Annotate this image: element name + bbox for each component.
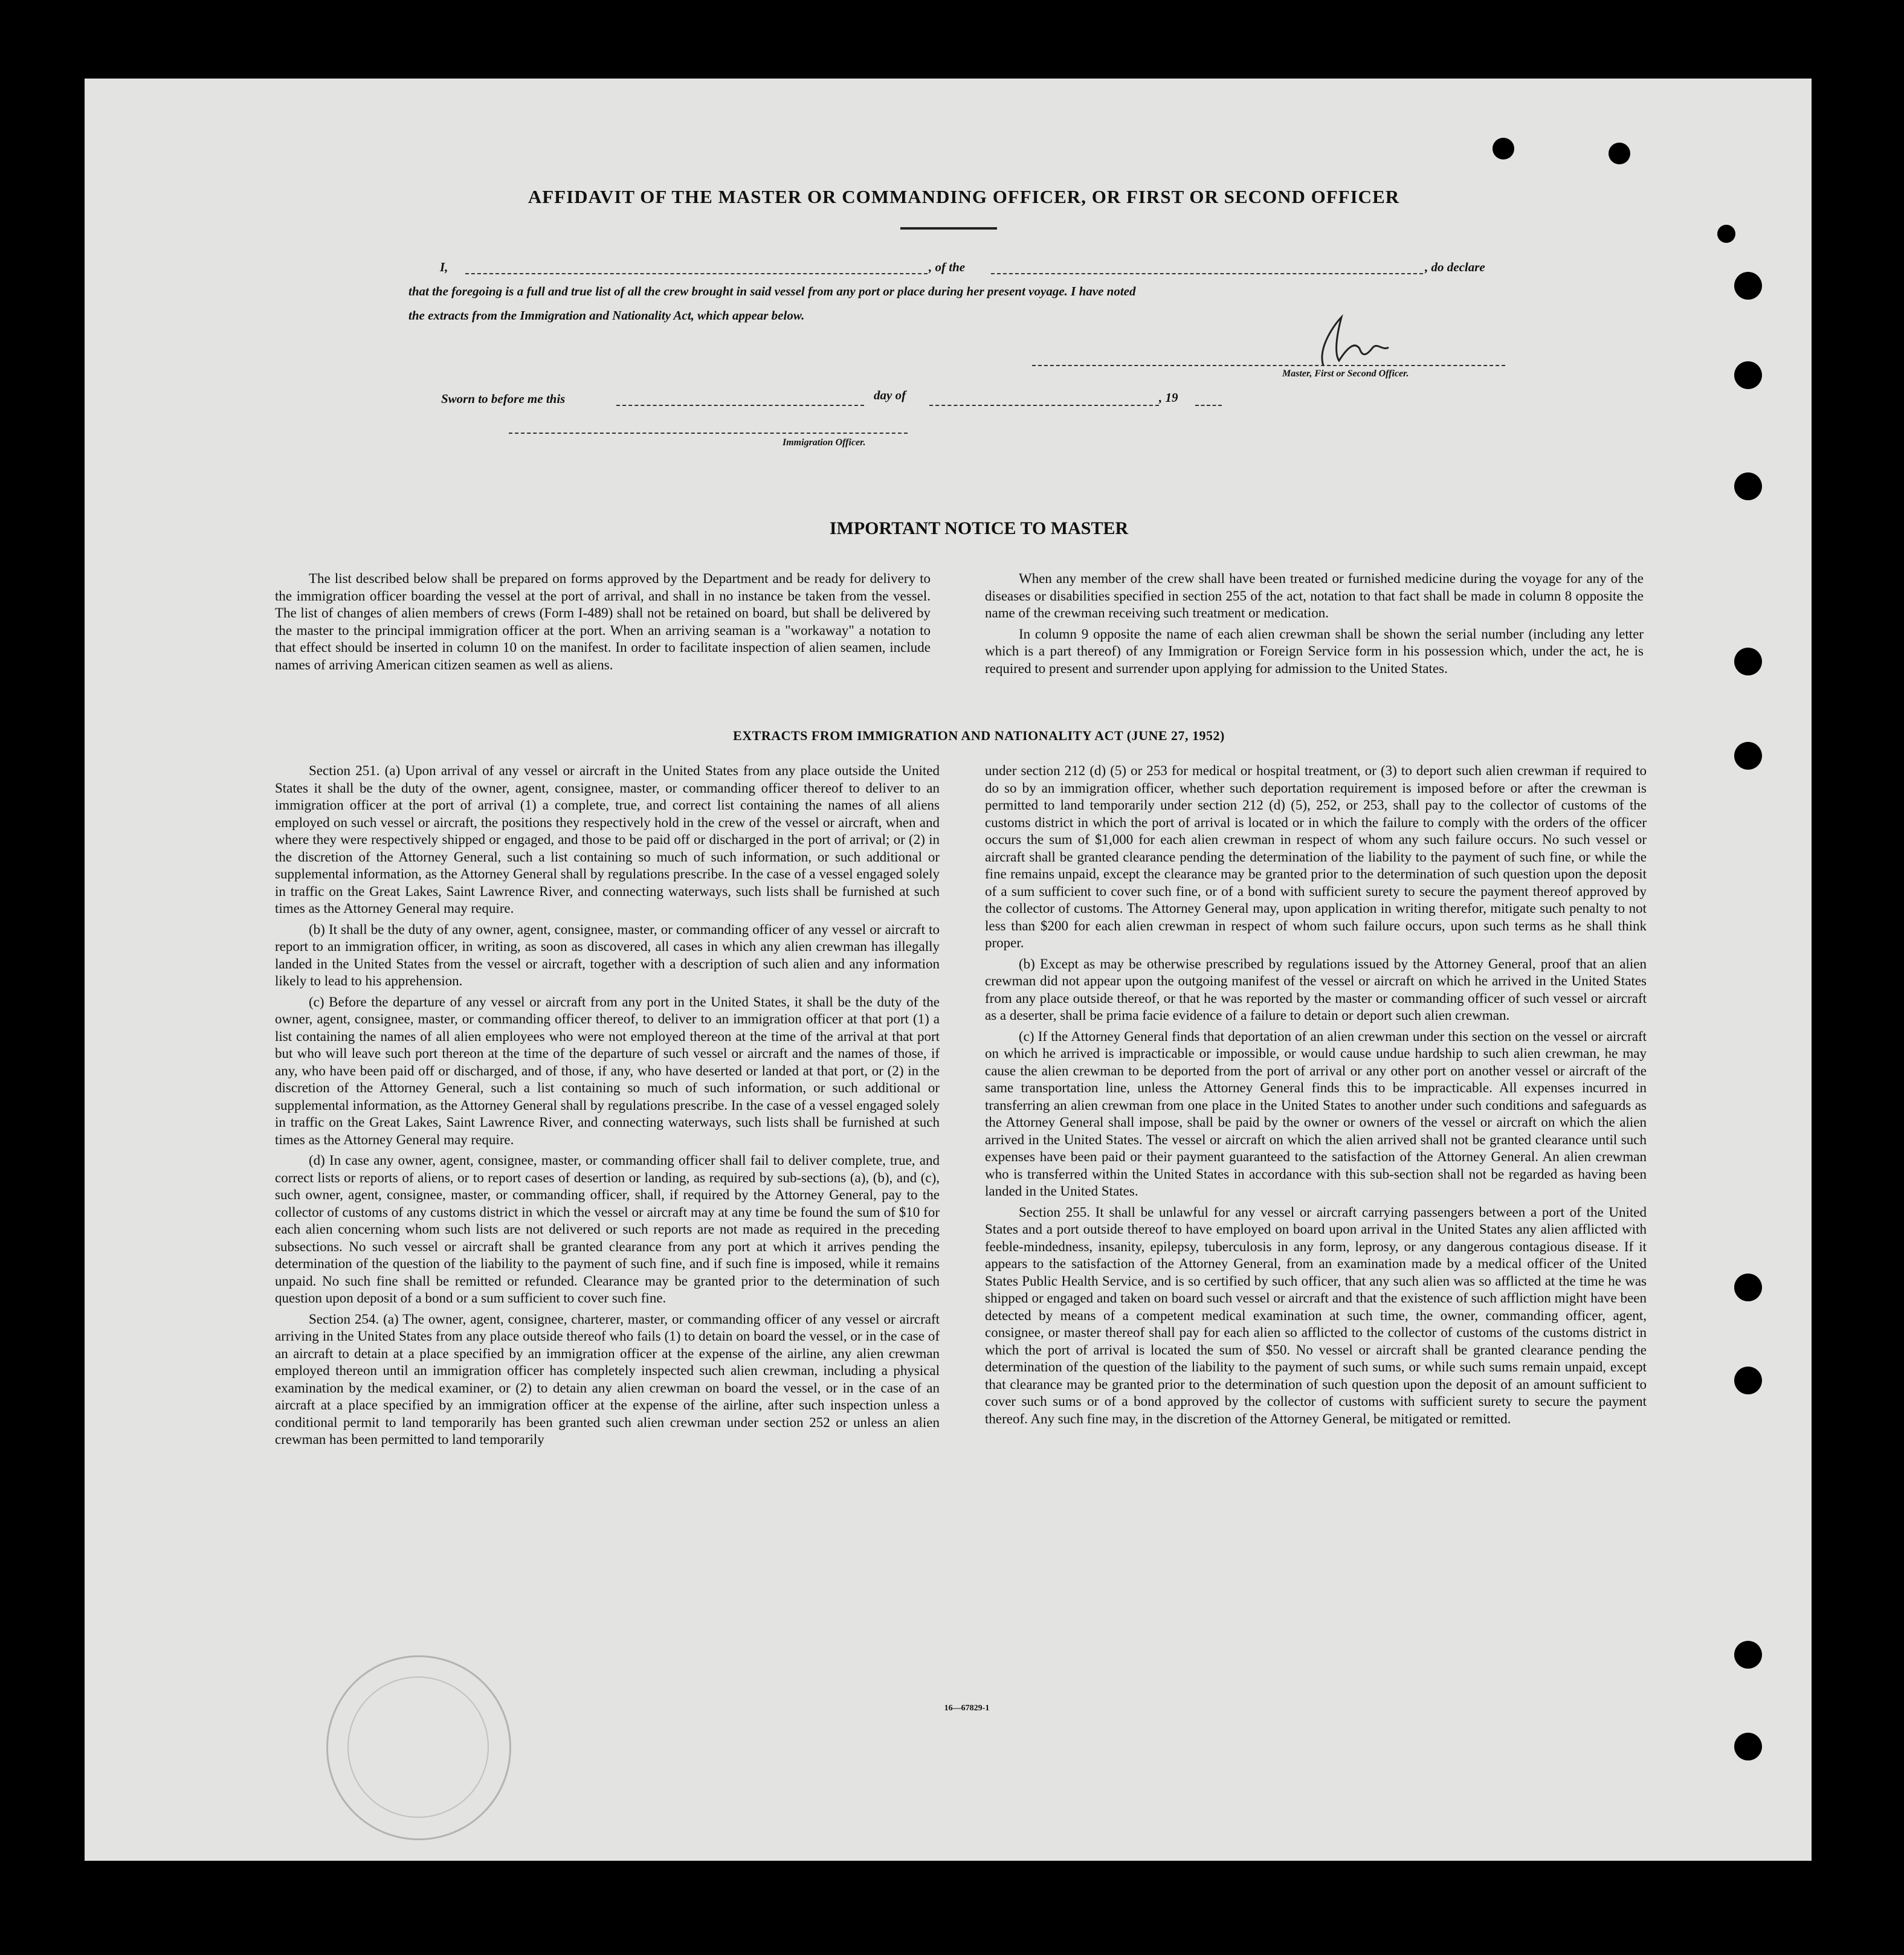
binder-hole bbox=[1734, 272, 1762, 300]
binder-hole bbox=[1734, 1274, 1762, 1301]
extracts-left-column bbox=[275, 762, 940, 1449]
binder-hole bbox=[1734, 1733, 1762, 1760]
section-251-d: (d) In case any owner, agent, consignee, master, or commanding officer shall fail to deliver complete, true, and correct lists or reports of aliens, or to report cases of desertion or landing, as required by sub-sections (a), (b), and (c), such owner, agent, consignee, master, or commanding officer, shall, if required by the Attorney General, pay to the collector of customs of any customs district in which the vessel or aircraft may at any time be found the sum of $10 for each alien concerning whom such lists are not delivered or such reports are not made as required in the preceding subsections. No such vessel or aircraft shall be granted clearance from any port at which it arrives pending the determination of the question of the liability to the payment of such fine, and if such fine is imposed, while it remains unpaid. No such fine shall be remitted or refunded. Clearance may be granted prior to the determination of such question upon deposit of a bond or a sum sufficient to cover such fine. bbox=[275, 1153, 940, 1306]
notice-title: IMPORTANT NOTICE TO MASTER bbox=[829, 518, 1129, 538]
officer-signature-line bbox=[509, 433, 908, 434]
form-number: 16—67829-1 bbox=[944, 1704, 990, 1713]
notice-left-paragraph: The list described below shall be prepared on forms approved by the Department and be ready for delivery to the immigration officer boarding the vessel at the port of arrival, and shall in no instance be taken from the vessel. The list of changes of alien members of crews (Form I-489) shall not be retained on board, but shall be delivered by the master to the principal immigration officer at the port. When an arriving seaman is a "workaway" a notation to that effect should be inserted in column 10 on the manifest. In order to facilitate inspection of alien seamen, include names of arriving American citizen seamen as well as aliens. bbox=[275, 571, 931, 672]
affidavit-do-declare: , do declare bbox=[1425, 260, 1485, 274]
binder-hole bbox=[1717, 225, 1735, 243]
section-251-a: Section 251. (a) Upon arrival of any vessel or aircraft in the United States from any place outside the United States it shall be the duty of the owner, agent, consignee, master, or commanding officer thereof to deliver to an immigration officer at the port of arrival (1) a complete, true, and correct list containing the names of all aliens employed on such vessel or aircraft, the positions they respectively hold in the crew of the vessel or aircraft, when and where they were respectively shipped or engaged, and those to be paid off or discharged in the port of arrival; or (2) in the discretion of the Attorney General, such a list containing so much of such information, or such additional or supplemental information, as the Attorney General shall by regulations prescribe. In the case of a vessel engaged solely in traffic on the Great Lakes, Saint Lawrence River, and connecting waterways, such lists shall be furnished at such times as the Attorney General may require. bbox=[275, 763, 940, 916]
extracts-title: EXTRACTS FROM IMMIGRATION AND NATIONALITY ACT (JUNE 27, 1952) bbox=[733, 728, 1225, 743]
vessel-blank bbox=[991, 273, 1423, 274]
binder-hole bbox=[1734, 742, 1762, 770]
section-255: Section 255. It shall be unlawful for any vessel or aircraft carrying passengers between a port of the United States and a port outside thereof to have employed on board upon arrival in the United States any alien afflicted with feeble-mindedness, insanity, epilepsy, tuberculosis in any form, leprosy, or any dangerous contagious disease. If it appears to the satisfaction of the Attorney General, from an examination made by a medical officer of the United States Public Health Service, and is so certified by such officer, that any such alien was so afflicted at the time he was shipped or engaged and taken on board such vessel or aircraft and that the existence of such affliction might have been detected by means of a competent medical examination at such time, the owner, commanding officer, agent, consignee, or master thereof shall pay for each alien so afflicted to the collector of customs of the customs district in which the port of arrival is located the sum of $50. No vessel or aircraft shall be granted clearance pending the determination of the question of the liability to the payment of such sums, or while such sums remain unpaid, except that clearance may be granted prior to the determination of such question upon the deposit of an amount sufficient to cover such sums or of a bond approved by the collector of customs with sufficient surety to secure the payment thereof. Any such fine may, in the discretion of the Attorney General, be mitigated or remitted. bbox=[985, 1204, 1647, 1426]
notice-left-column bbox=[275, 570, 931, 674]
affidavit-i-label: I, bbox=[440, 260, 448, 274]
sworn-label: Sworn to before me this bbox=[441, 391, 566, 406]
affidavit-line-3: the extracts from the Immigration and Nationality Act, which appear below. bbox=[408, 308, 805, 323]
binder-hole bbox=[1734, 648, 1762, 675]
section-251-b: (b) It shall be the duty of any owner, agent, consignee, master, or commanding officer of any vessel or aircraft to report to an immigration officer, in writing, as soon as discovered, all cases in which any alien crewman has illegally landed in the United States from the vessel or aircraft, together with a description of such alien and any information likely to lead to his apprehension. bbox=[275, 921, 940, 988]
binder-hole bbox=[1734, 472, 1762, 500]
affidavit-title: AFFIDAVIT OF THE MASTER OR COMMANDING OFFICER, OR FIRST OR SECOND OFFICER bbox=[528, 186, 1400, 207]
officer-signature-label: Immigration Officer. bbox=[783, 437, 866, 448]
extracts-right-column bbox=[985, 762, 1647, 1428]
binder-hole bbox=[1734, 361, 1762, 389]
name-blank bbox=[465, 273, 928, 274]
notice-right-paragraph-2: In column 9 opposite the name of each alien crewman shall be shown the serial number (including any letter which is a part thereof) of any Immigration or Foreign Service form in his possession which, under the act, he is required to present and surrender upon applying for admission to the United States. bbox=[985, 626, 1644, 676]
year-blank bbox=[1195, 405, 1222, 406]
binder-hole bbox=[1609, 143, 1630, 164]
binder-hole bbox=[1493, 138, 1514, 159]
notice-right-paragraph-1: When any member of the crew shall have been treated or furnished medicine during the voyage for any of the diseases or disabilities specified in section 255 of the act, notation to that fact shall be made in column 8 opposite the name of the crewman receiving such treatment or medication. bbox=[985, 571, 1644, 620]
year-label: , 19 bbox=[1159, 390, 1178, 405]
master-signature bbox=[1299, 311, 1420, 372]
sworn-day-blank bbox=[616, 405, 864, 406]
section-254-c: (c) If the Attorney General finds that deportation of an alien crewman under this section on the vessel or aircraft on which he arrived is impracticable or impossible, or would cause undue hardship to such alien crewman, he may cause the alien crewman to be deported from the port of arrival or any other port on another vessel or aircraft of the same transportation line, unless the Attorney General finds this to be impracticable. All expenses incurred in transferring an alien crewman from one place in the United States to another under such conditions and safeguards as the Attorney General shall impose, shall be paid by the owner or owners of the vessel or aircraft on which the alien arrived in the United States. The vessel or aircraft on which the alien arrived shall not be granted clearance until such expenses have been paid or their payment guaranteed to the satisfaction of the Attorney General. An alien crewman who is transferred within the United States in accordance with this sub-section shall not be regarded as having been landed in the United States. bbox=[985, 1028, 1647, 1199]
master-signature-label: Master, First or Second Officer. bbox=[1282, 369, 1409, 379]
section-251-c: (c) Before the departure of any vessel or aircraft from any port in the United States, it shall be the duty of the owner, agent, consignee, master, or commanding officer thereof, to deliver to an immigration officer at that port (1) a list containing the names of all alien employees who were not employed thereon at the time of the arrival at that port but who will leave such port thereon at the time of the departure of such vessel or aircraft and the names of those, if any, who have been paid off or discharged, and of those, if any, who have deserted or landed at that port, or (2) in the discretion of the Attorney General, such a list containing so much of such information, or such additional or supplemental information, as the Attorney General shall by regulations prescribe. In the case of a vessel engaged solely in traffic on the Great Lakes, Saint Lawrence River, and connecting waterways, such lists shall be furnished at such times as the Attorney General may require. bbox=[275, 994, 940, 1147]
title-underline bbox=[900, 227, 997, 230]
day-of-label: day of bbox=[874, 388, 906, 402]
section-254-a-continued: under section 212 (d) (5) or 253 for medical or hospital treatment, or (3) to deport such alien crewman if required to do so by an immigration officer, whether such deportation requirement is imposed before or after the crewman is permitted to land temporarily under section 212 (d) (5), 252, or 253, shall pay to the collector of customs of the customs district in which the port of arrival is located or in which the failure to comply with the orders of the officer occurs the sum of $1,000 for each alien crewman in respect of whom any such failure occurs. No such vessel or aircraft shall be granted clearance pending the determination of the liability to the payment of such fine, or while the fine remains unpaid, except the clearance may be granted prior to the determination of such question upon the deposit of a sum sufficient to cover such fine, or of a bond with sufficient surety to secure the payment thereof approved by the collector of customs. The Attorney General may, upon application in writing therefor, mitigate such penalty to not less than $200 for each alien crewman in respect of whom such failure occurs, upon such terms as he shall think proper. bbox=[985, 763, 1647, 950]
sworn-month-blank bbox=[929, 405, 1159, 406]
binder-hole bbox=[1734, 1367, 1762, 1394]
section-254-b: (b) Except as may be otherwise prescribed by regulations issued by the Attorney General, proof that an alien crewman did not appear upon the outgoing manifest of the vessel or aircraft on which he arrived in the United States from any place outside thereof, or that he was reported by the master or commanding officer of such vessel or aircraft as a deserter, shall be prima facie evidence of a failure to detain or deport such alien crewman. bbox=[985, 956, 1647, 1023]
affidavit-of-the: , of the bbox=[929, 260, 966, 274]
section-254-a: Section 254. (a) The owner, agent, consignee, charterer, master, or commanding officer of any vessel or aircraft arriving in the United States from any place outside thereof who fails (1) to detain on board the vessel, or in the case of an aircraft to detain at a place specified by an immigration officer at the expense of the airline, any alien crewman employed thereon until an immigration officer has completely inspected such alien crewman, including a physical examination by the medical examiner, or (2) to detain any alien crewman on board the vessel, or in the case of an aircraft at a place specified by an immigration officer at the expense of the airline, after such inspection unless a conditional permit to land temporarily has been granted such alien crewman under section 252 or unless an alien crewman has been permitted to land temporarily bbox=[275, 1311, 940, 1447]
binder-hole bbox=[1734, 1641, 1762, 1669]
notice-right-column bbox=[985, 570, 1644, 677]
master-signature-line bbox=[1032, 365, 1505, 366]
affidavit-line-2: that the foregoing is a full and true list of all the crew brought in said vessel from any port or place during her present voyage. I have noted bbox=[408, 284, 1136, 298]
seal-stamp-inner bbox=[347, 1676, 489, 1818]
